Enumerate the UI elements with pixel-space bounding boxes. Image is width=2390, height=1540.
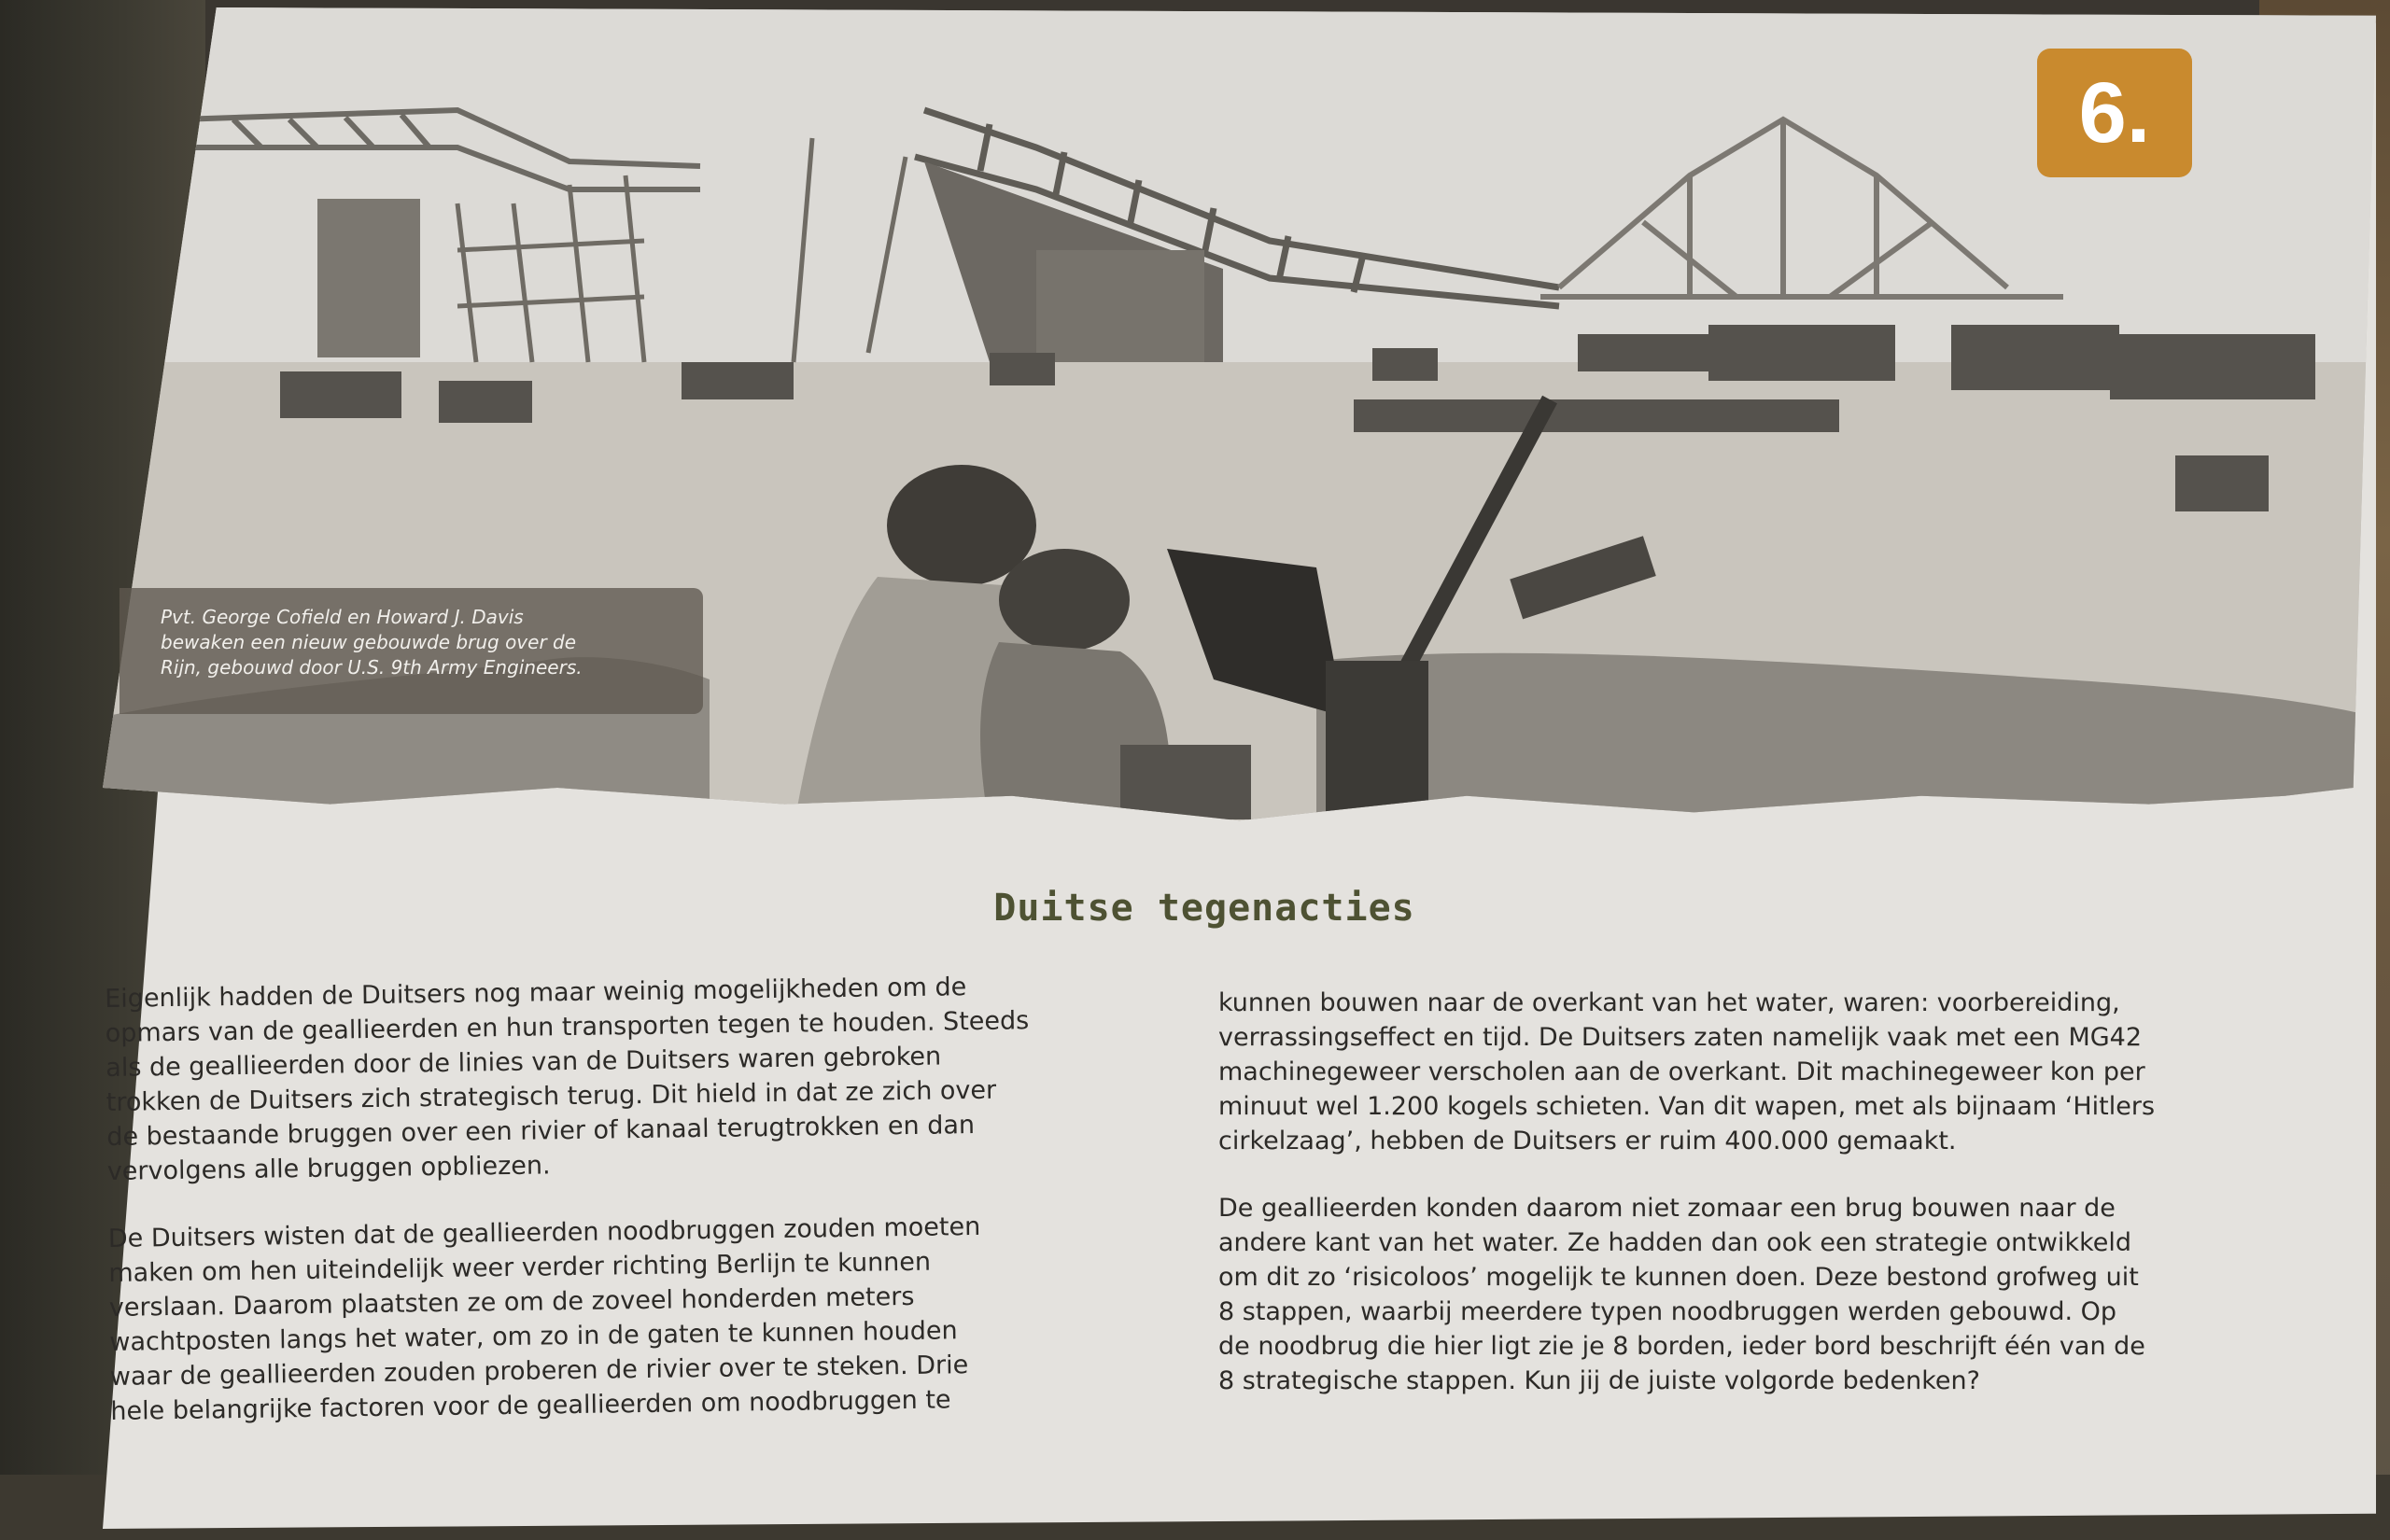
text-line: vervolgens alle bruggen opbliezen. — [106, 1151, 551, 1186]
text-line: als de geallieerden door de linies van de Duitsers waren gebroken — [105, 1042, 942, 1083]
text-line: minuut wel 1.200 kogels schieten. Van dit wapen, met als bijnaam ‘Hitlers — [1218, 1092, 2156, 1121]
station-number-badge: 6. — [2037, 49, 2192, 177]
paragraph — [105, 969, 1032, 1189]
text-line: de noodbrug die hier ligt zie je 8 borden, ieder bord beschrijft één van de — [1218, 1332, 2145, 1361]
text-line: wachtposten langs het water, om zo in de gaten te kunnen houden — [109, 1316, 958, 1357]
text-line: 8 strategische stappen. Kun jij de juiste volgorde bedenken? — [1218, 1366, 1980, 1395]
text-line: 8 stappen, waarbij meerdere typen noodbruggen werden gebouwd. Op — [1218, 1297, 2117, 1326]
paragraph — [1218, 986, 2155, 1158]
text-line: de bestaande bruggen over een rivier of kanaal terugtrokken en dan — [106, 1111, 976, 1152]
sign-title: Duitse tegenacties — [993, 887, 1415, 930]
text-line: waar de geallieerden zouden proberen de rivier over te steken. Drie — [109, 1351, 969, 1392]
paragraph — [108, 1209, 1035, 1429]
text-line: machinegeweer verscholen aan de overkant. Dit machinegeweer kon per — [1218, 1057, 2145, 1086]
text-line: maken om hen uiteindelijk weer verder richting Berlijn te kunnen — [108, 1247, 932, 1288]
text-line: De Duitsers wisten dat de geallieerden noodbruggen zouden moeten — [107, 1211, 981, 1253]
text-line: om dit zo ‘risicoloos’ mogelijk te kunnen doen. Deze bestond grofweg uit — [1218, 1263, 2139, 1292]
text-line: kunnen bouwen naar de overkant van het water, waren: voorbereiding, — [1218, 988, 2120, 1017]
text-column-left — [105, 969, 1034, 1429]
text-line: andere kant van het water. Ze hadden dan ook een strategie ontwikkeld — [1218, 1228, 2131, 1257]
text-column-right — [1218, 986, 2155, 1398]
caption-line: Rijn, gebouwd door U.S. 9th Army Engineers. — [161, 656, 583, 679]
text-line: hele belangrijke factoren voor de geallieerden om noodbruggen te — [110, 1385, 951, 1426]
photo-caption — [120, 588, 703, 714]
text-line: cirkelzaag’, hebben de Duitsers er ruim 400.000 gemaakt. — [1218, 1127, 1957, 1155]
text-line: verrassingseffect en tijd. De Duitsers zaten namelijk vaak met een MG42 — [1218, 1023, 2143, 1052]
text-line: Eigenlijk hadden de Duitsers nog maar weinig mogelijkheden om de — [105, 973, 967, 1014]
caption-line: Pvt. George Cofield en Howard J. Davis — [161, 606, 524, 628]
caption-line: bewaken een nieuw gebouwde brug over de — [161, 631, 577, 653]
text-line: opmars van de geallieerden en hun transporten tegen te houden. Steeds — [105, 1006, 1030, 1048]
text-line: De geallieerden konden daarom niet zomaar een brug bouwen naar de — [1218, 1194, 2116, 1223]
text-line: verslaan. Daarom plaatsten ze om de zoveel honderden meters — [108, 1281, 915, 1323]
text-line: trokken de Duitsers zich strategisch terug. Dit hield in dat ze zich over — [105, 1075, 997, 1117]
paragraph — [1218, 1191, 2155, 1398]
